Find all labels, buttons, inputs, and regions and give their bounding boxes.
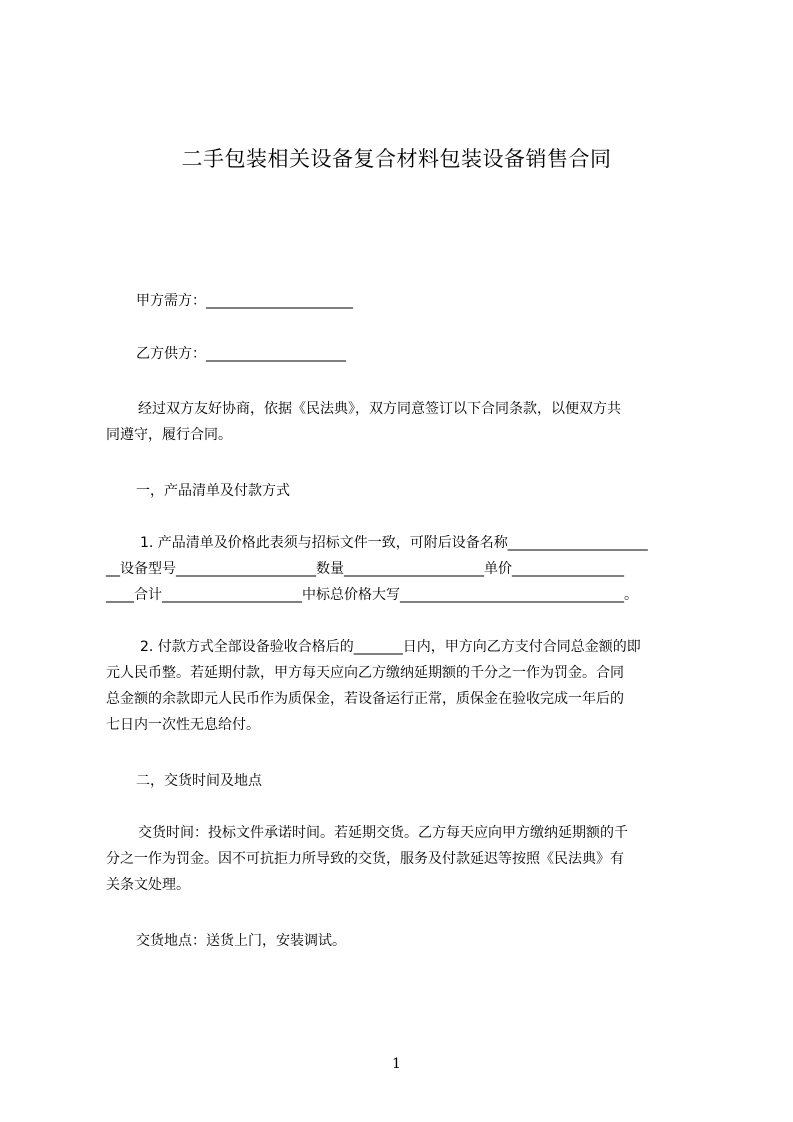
- section-2-heading: 二，交货时间及地点: [136, 773, 262, 789]
- party-b-label: 乙方供方：: [136, 346, 206, 362]
- item-1-line-2: __设备型号____________________数量____________________单价________________: [106, 561, 624, 577]
- party-a-blank: _____________________: [206, 293, 353, 309]
- delivery-time-line-1: 交货时间：投标文件承诺时间。若延期交货。乙方每天应向甲方缴纳延期额的千: [138, 825, 628, 841]
- party-a-label: 甲方需方：: [136, 293, 206, 309]
- item-2-line-1: 2. 付款方式全部设备验收合格后的_______日内，甲方向乙方支付合同总金额的即: [140, 639, 641, 655]
- item-2-line-4: 七日内一次性无息给付。: [106, 717, 260, 733]
- intro-line-2: 同遵守，履行合同。: [106, 427, 232, 443]
- delivery-time-line-2: 分之一作为罚金。因不可抗拒力所导致的交货，服务及付款延迟等按照《民法典》有: [106, 851, 624, 867]
- intro-line-1: 经过双方友好协商，依据《民法典》，双方同意签订以下合同条款，以便双方共: [138, 401, 621, 417]
- item-2-line-2: 元人民币整。若延期付款，甲方每天应向乙方缴纳延期额的千分之一作为罚金。合同: [106, 665, 624, 681]
- item-1-line-3: ____合计____________________中标总价格大写________________________________。: [106, 587, 638, 603]
- item-2-line-3: 总金额的余款即元人民币作为质保金，若设备运行正常，质保金在验收完成一年后的: [106, 691, 624, 707]
- item-1-line-1: 1. 产品清单及价格此表须与招标文件一致，可附后设备名称____________________: [140, 535, 648, 551]
- section-1-heading: 一，产品清单及付款方式: [136, 483, 290, 499]
- party-b-blank: ____________________: [206, 346, 346, 362]
- party-a-line: [136, 290, 736, 312]
- party-b-line: [136, 343, 736, 365]
- contract-title: 二手包装相关设备复合材料包装设备销售合同: [181, 147, 612, 171]
- page-number: 1: [392, 1056, 401, 1072]
- delivery-time-line-3: 关条文处理。: [106, 877, 190, 893]
- delivery-place: 交货地点：送货上门，安装调试。: [136, 933, 346, 949]
